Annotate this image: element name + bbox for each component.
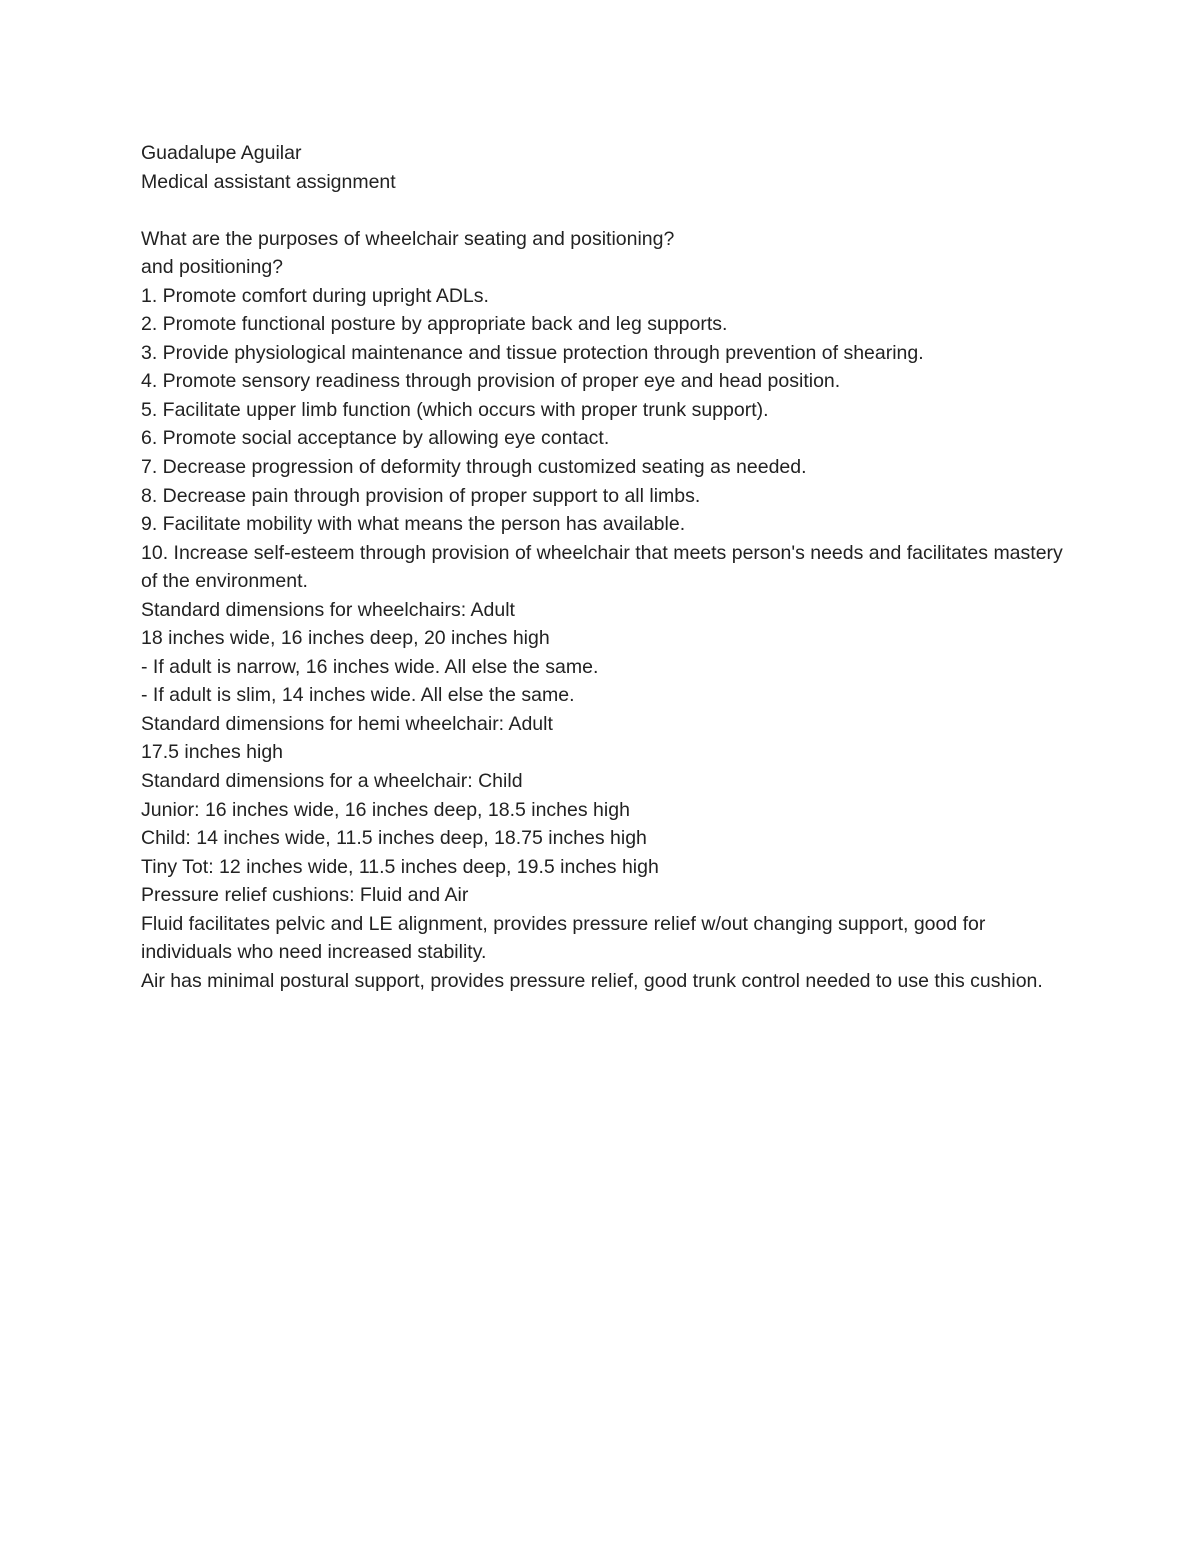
question-line: What are the purposes of wheelchair seating and positioning? [141,227,675,250]
purpose-item-6: 6. Promote social acceptance by allowing eye contact. [141,427,610,450]
assignment-title: Medical assistant assignment [141,170,396,193]
purpose-item-1: 1. Promote comfort during upright ADLs. [141,284,489,307]
purpose-item-9: 9. Facilitate mobility with what means the person has available. [141,513,686,536]
purpose-item-5: 5. Facilitate upper limb function (which occurs with proper trunk support). [141,398,769,421]
adult-dimensions-narrow: - If adult is narrow, 16 inches wide. All else the same. [141,655,599,678]
question-line-repeat: and positioning? [141,256,284,279]
child-dimensions-tiny-tot: Tiny Tot: 12 inches wide, 11.5 inches deep, 19.5 inches high [141,855,659,878]
adult-dimensions-heading: Standard dimensions for wheelchairs: Adult [141,598,515,621]
purpose-item-3: 3. Provide physiological maintenance and tissue protection through prevention of shearing. [141,341,924,364]
adult-dimensions-standard: 18 inches wide, 16 inches deep, 20 inches high [141,627,550,650]
purpose-item-7: 7. Decrease progression of deformity through customized seating as needed. [141,456,807,479]
child-dimensions-heading: Standard dimensions for a wheelchair: Child [141,770,523,793]
child-dimensions-child: Child: 14 inches wide, 11.5 inches deep, 18.75 inches high [141,827,647,850]
document-body [141,139,1071,995]
purpose-item-4: 4. Promote sensory readiness through provision of proper eye and head position. [141,370,841,393]
hemi-dimensions-heading: Standard dimensions for hemi wheelchair: Adult [141,712,553,735]
purpose-item-10: 10. Increase self-esteem through provision of wheelchair that meets person's needs and facilitates mastery of the environment. [141,541,1069,593]
hemi-dimensions-height: 17.5 inches high [141,741,284,764]
cushions-heading: Pressure relief cushions: Fluid and Air [141,884,469,907]
cushions-fluid: Fluid facilitates pelvic and LE alignment, provides pressure relief w/out changing support, good for individuals who need increased stability. [141,912,991,964]
author-name: Guadalupe Aguilar [141,142,302,164]
child-dimensions-junior: Junior: 16 inches wide, 16 inches deep, 18.5 inches high [141,798,630,821]
cushions-air: Air has minimal postural support, provides pressure relief, good trunk control needed to use this cushion. [141,969,1043,992]
adult-dimensions-slim: - If adult is slim, 14 inches wide. All else the same. [141,684,575,707]
purpose-item-2: 2. Promote functional posture by appropriate back and leg supports. [141,313,728,336]
purpose-item-8: 8. Decrease pain through provision of proper support to all limbs. [141,484,701,507]
blank-line [141,196,1071,225]
